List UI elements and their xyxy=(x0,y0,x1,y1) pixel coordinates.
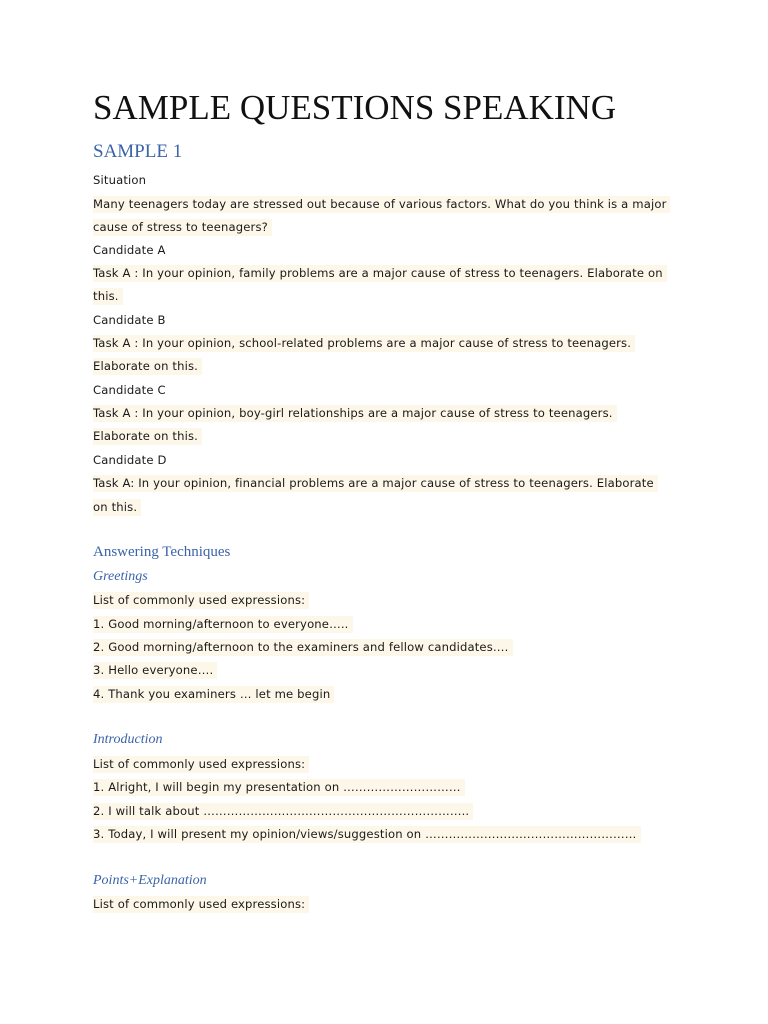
introduction-item-1: 1. Alright, I will begin my presentation on ………………………… xyxy=(93,779,465,796)
candidate-c-task-1: Task A : In your opinion, boy-girl relationships are a major cause of stress to teenagers. xyxy=(93,405,617,422)
introduction-heading: Introduction xyxy=(93,732,163,747)
greeting-item-2: 2. Good morning/afternoon to the examiners and fellow candidates…. xyxy=(93,639,513,656)
candidate-c-task-line-1 xyxy=(93,403,617,423)
greetings-intro: List of commonly used expressions: xyxy=(93,592,309,609)
candidate-b-task-line-1 xyxy=(93,333,635,353)
greetings-heading: Greetings xyxy=(93,569,148,584)
candidate-c-task-2: Elaborate on this. xyxy=(93,428,202,445)
page-title: SAMPLE QUESTIONS SPEAKING xyxy=(93,88,617,127)
candidate-c-label: Candidate C xyxy=(93,383,166,397)
candidate-b-label: Candidate B xyxy=(93,313,166,327)
candidate-d-task-line-1 xyxy=(93,473,658,493)
introduction-item-3: 3. Today, I will present my opinion/views/suggestion on ……………………………………………… xyxy=(93,826,641,843)
greeting-item-1: 1. Good morning/afternoon to everyone….. xyxy=(93,616,353,633)
candidate-b-task-line-2 xyxy=(93,356,202,376)
candidate-b-task-2: Elaborate on this. xyxy=(93,358,202,375)
candidate-a-task-1: Task A : In your opinion, family problems are a major cause of stress to teenagers. Elaborate on xyxy=(93,265,667,282)
greeting-item-1-line xyxy=(93,614,353,634)
introduction-item-3-line xyxy=(93,824,641,844)
candidate-a-task-line-1 xyxy=(93,263,667,283)
points-intro-line xyxy=(93,894,309,914)
candidate-d-label: Candidate D xyxy=(93,453,167,467)
situation-text-line-1 xyxy=(93,194,670,214)
greeting-item-4-line xyxy=(93,684,334,704)
candidate-d-task-1: Task A: In your opinion, financial problems are a major cause of stress to teenagers. Elaborate xyxy=(93,475,658,492)
sample-heading: SAMPLE 1 xyxy=(93,141,183,162)
introduction-item-2-line xyxy=(93,801,473,821)
greeting-item-3-line xyxy=(93,660,217,680)
introduction-item-2: 2. I will talk about ………………………………………………………….. xyxy=(93,803,473,820)
situation-text-line-2 xyxy=(93,217,272,237)
introduction-intro-line xyxy=(93,754,309,774)
candidate-a-task-2: this. xyxy=(93,288,123,305)
candidate-c-task-line-2 xyxy=(93,426,202,446)
introduction-intro: List of commonly used expressions: xyxy=(93,756,309,773)
candidate-d-task-2: on this. xyxy=(93,499,141,516)
candidate-d-task-line-2 xyxy=(93,497,141,517)
situation-text-2: cause of stress to teenagers? xyxy=(93,219,272,236)
introduction-item-1-line xyxy=(93,777,465,797)
greeting-item-2-line xyxy=(93,637,513,657)
candidate-b-task-1: Task A : In your opinion, school-related problems are a major cause of stress to teenagers. xyxy=(93,335,635,352)
candidate-a-task-line-2 xyxy=(93,286,123,306)
answering-techniques-heading: Answering Techniques xyxy=(93,544,231,560)
situation-text-1: Many teenagers today are stressed out because of various factors. What do you think is a major xyxy=(93,196,670,213)
greeting-item-4: 4. Thank you examiners … let me begin xyxy=(93,686,334,703)
greeting-item-3: 3. Hello everyone…. xyxy=(93,662,217,679)
points-explanation-heading: Points+Explanation xyxy=(93,873,207,888)
greetings-intro-line xyxy=(93,590,309,610)
situation-label: Situation xyxy=(93,173,147,187)
candidate-a-label: Candidate A xyxy=(93,243,166,257)
points-intro: List of commonly used expressions: xyxy=(93,896,309,913)
